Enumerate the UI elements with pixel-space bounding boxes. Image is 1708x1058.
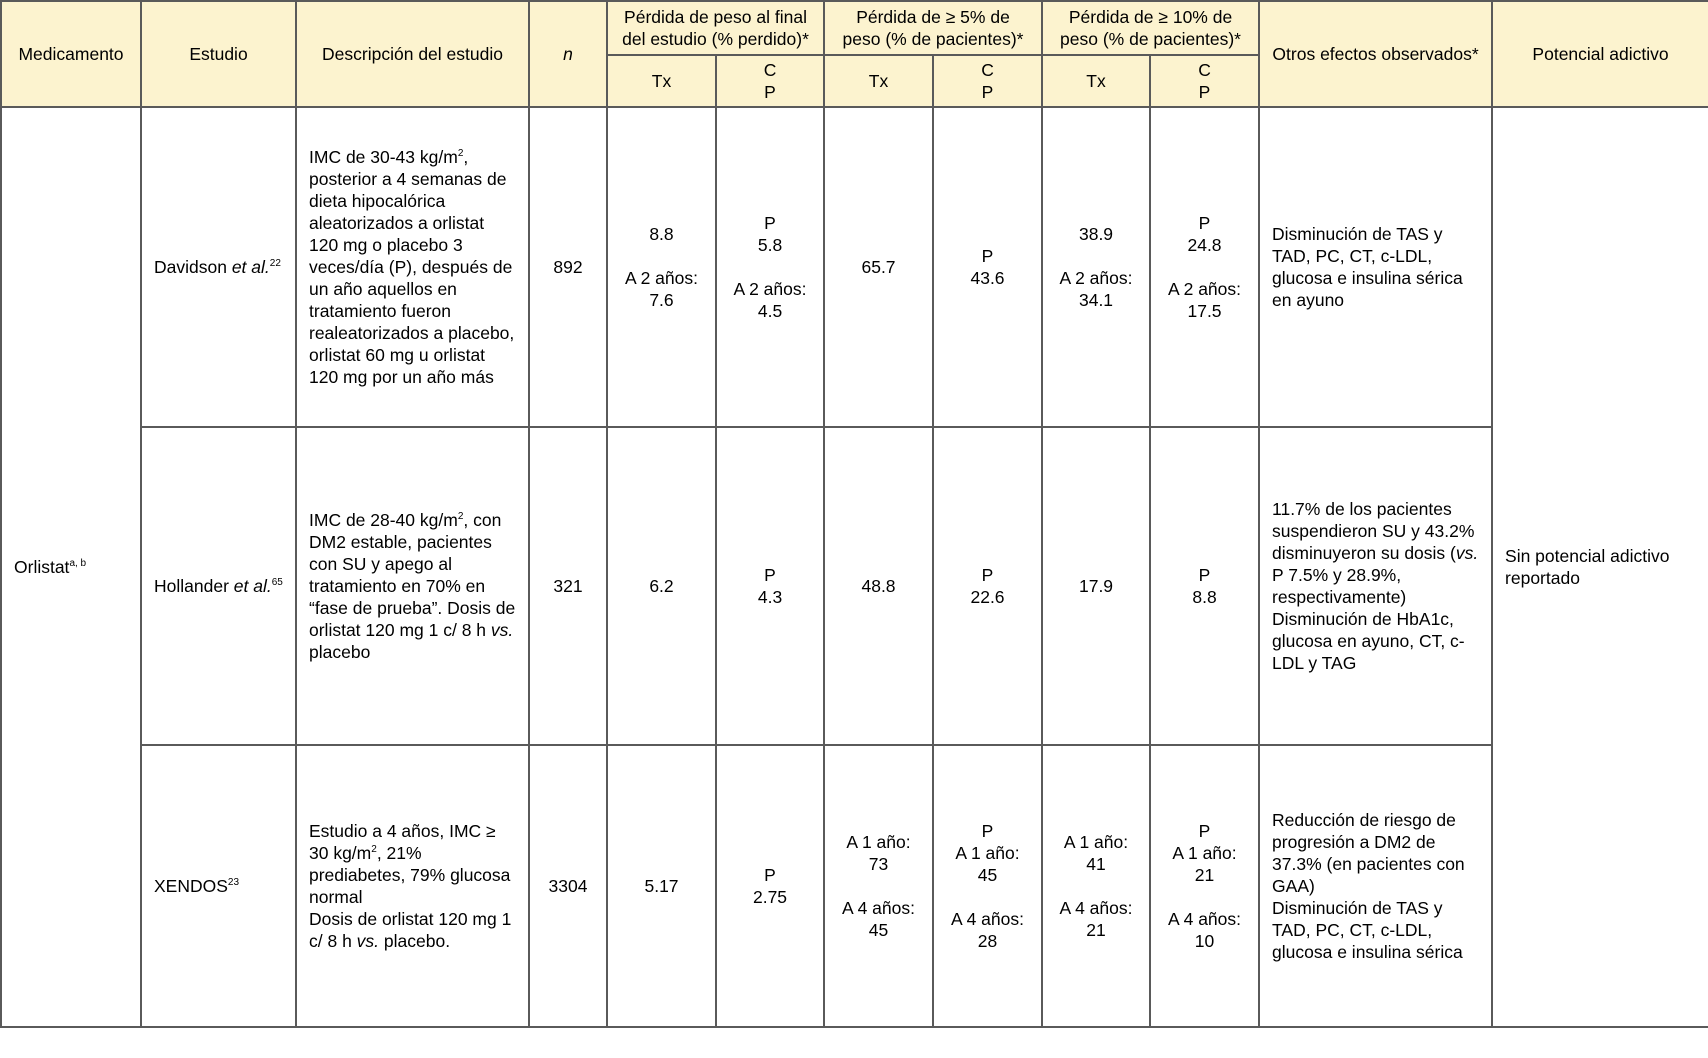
p10-tx-cell: A 1 año: 41 A 4 años: 21: [1042, 745, 1150, 1027]
peso-tx-cell: 6.2: [607, 427, 716, 745]
header-row-1: [1, 1, 1708, 55]
header-estudio: Estudio: [141, 1, 296, 107]
p10-cp-cell: P A 1 año: 21 A 4 años: 10: [1150, 745, 1259, 1027]
p5-tx-cell: 65.7: [824, 107, 933, 427]
p5-cp-cell: P 43.6: [933, 107, 1042, 427]
table-row-hollander: [1, 427, 1708, 745]
p5-cp-cell: P 22.6: [933, 427, 1042, 745]
drug-name-cell: Orlistat$^{a, b}$: [1, 107, 141, 1027]
header-tx: Tx: [1042, 55, 1150, 107]
peso-cp-cell: P 5.8 A 2 años: 4.5: [716, 107, 824, 427]
otros-efectos-cell: Disminución de TAS y TAD, PC, CT, c-LDL, glucosa e insulina sérica en ayuno: [1259, 107, 1492, 427]
p10-cp-cell: P 24.8 A 2 años: 17.5: [1150, 107, 1259, 427]
otros-efectos-cell: 11.7% de los pacientes suspendieron SU y 43.2% disminuyeron su dosis (vs. P 7.5% y 28.9%, respectivamente) Disminución de HbA1c, glucosa en ayuno, CT, c-LDL y TAG: [1259, 427, 1492, 745]
study-description-cell: Estudio a 4 años, IMC ≥ 30 $kg/m^2$, 21% prediabetes, 79% glucosa normal Dosis de orlistat 120 mg 1 c/ 8 h vs. placebo.: [296, 745, 529, 1027]
n-cell: 3304: [529, 745, 607, 1027]
p10-tx-cell: 17.9: [1042, 427, 1150, 745]
n-cell: 892: [529, 107, 607, 427]
peso-cp-cell: P 4.3: [716, 427, 824, 745]
n-cell: 321: [529, 427, 607, 745]
table-row-xendos: [1, 745, 1708, 1027]
p10-cp-cell: P 8.8: [1150, 427, 1259, 745]
header-n: n: [529, 1, 607, 107]
study-description-cell: IMC de 30-43 $kg/m^2$, posterior a 4 semanas de dieta hipocalórica aleatorizados a orlistat 120 mg o placebo 3 veces/día (P), después de un año aquellos en tratamiento fueron realeatorizados a placebo, orlistat 60 mg u orlistat 120 mg por un año más: [296, 107, 529, 427]
p5-cp-cell: P A 1 año: 45 A 4 años: 28: [933, 745, 1042, 1027]
study-description-cell: IMC de 28-40 $kg/m^2$, con DM2 estable, pacientes con SU y apego al tratamiento en 70% en “fase de prueba”. Dosis de orlistat 120 mg 1 c/ 8 h vs. placebo: [296, 427, 529, 745]
header-tx: Tx: [607, 55, 716, 107]
peso-tx-cell: 8.8 A 2 años: 7.6: [607, 107, 716, 427]
study-name-cell: XENDOS$^{23}$: [141, 745, 296, 1027]
header-perdida-10: Pérdida de ≥ 10% de peso (% de pacientes)*: [1042, 1, 1259, 55]
study-name-cell: Davidson et al.$^{22}$: [141, 107, 296, 427]
table-row-davidson: [1, 107, 1708, 427]
header-tx: Tx: [824, 55, 933, 107]
header-perdida-peso: Pérdida de peso al final del estudio (% perdido)*: [607, 1, 824, 55]
peso-cp-cell: P 2.75: [716, 745, 824, 1027]
peso-tx-cell: 5.17: [607, 745, 716, 1027]
p5-tx-cell: 48.8: [824, 427, 933, 745]
header-cp: C P: [1150, 55, 1259, 107]
p5-tx-cell: A 1 año: 73 A 4 años: 45: [824, 745, 933, 1027]
header-otros-efectos: Otros efectos observados*: [1259, 1, 1492, 107]
study-name-cell: Hollander et al.$^{65}$: [141, 427, 296, 745]
header-cp: C P: [933, 55, 1042, 107]
header-cp: C P: [716, 55, 824, 107]
header-perdida-5: Pérdida de ≥ 5% de peso (% de pacientes)*: [824, 1, 1042, 55]
header-medicamento: Medicamento: [1, 1, 141, 107]
header-descripcion: Descripción del estudio: [296, 1, 529, 107]
potencial-adictivo-cell: Sin potencial adictivo reportado: [1492, 107, 1708, 1027]
p10-tx-cell: 38.9 A 2 años: 34.1: [1042, 107, 1150, 427]
otros-efectos-cell: Reducción de riesgo de progresión a DM2 de 37.3% (en pacientes con GAA) Disminución de TAS y TAD, PC, CT, c-LDL, glucosa e insulina sérica: [1259, 745, 1492, 1027]
header-potencial-adictivo: Potencial adictivo: [1492, 1, 1708, 107]
